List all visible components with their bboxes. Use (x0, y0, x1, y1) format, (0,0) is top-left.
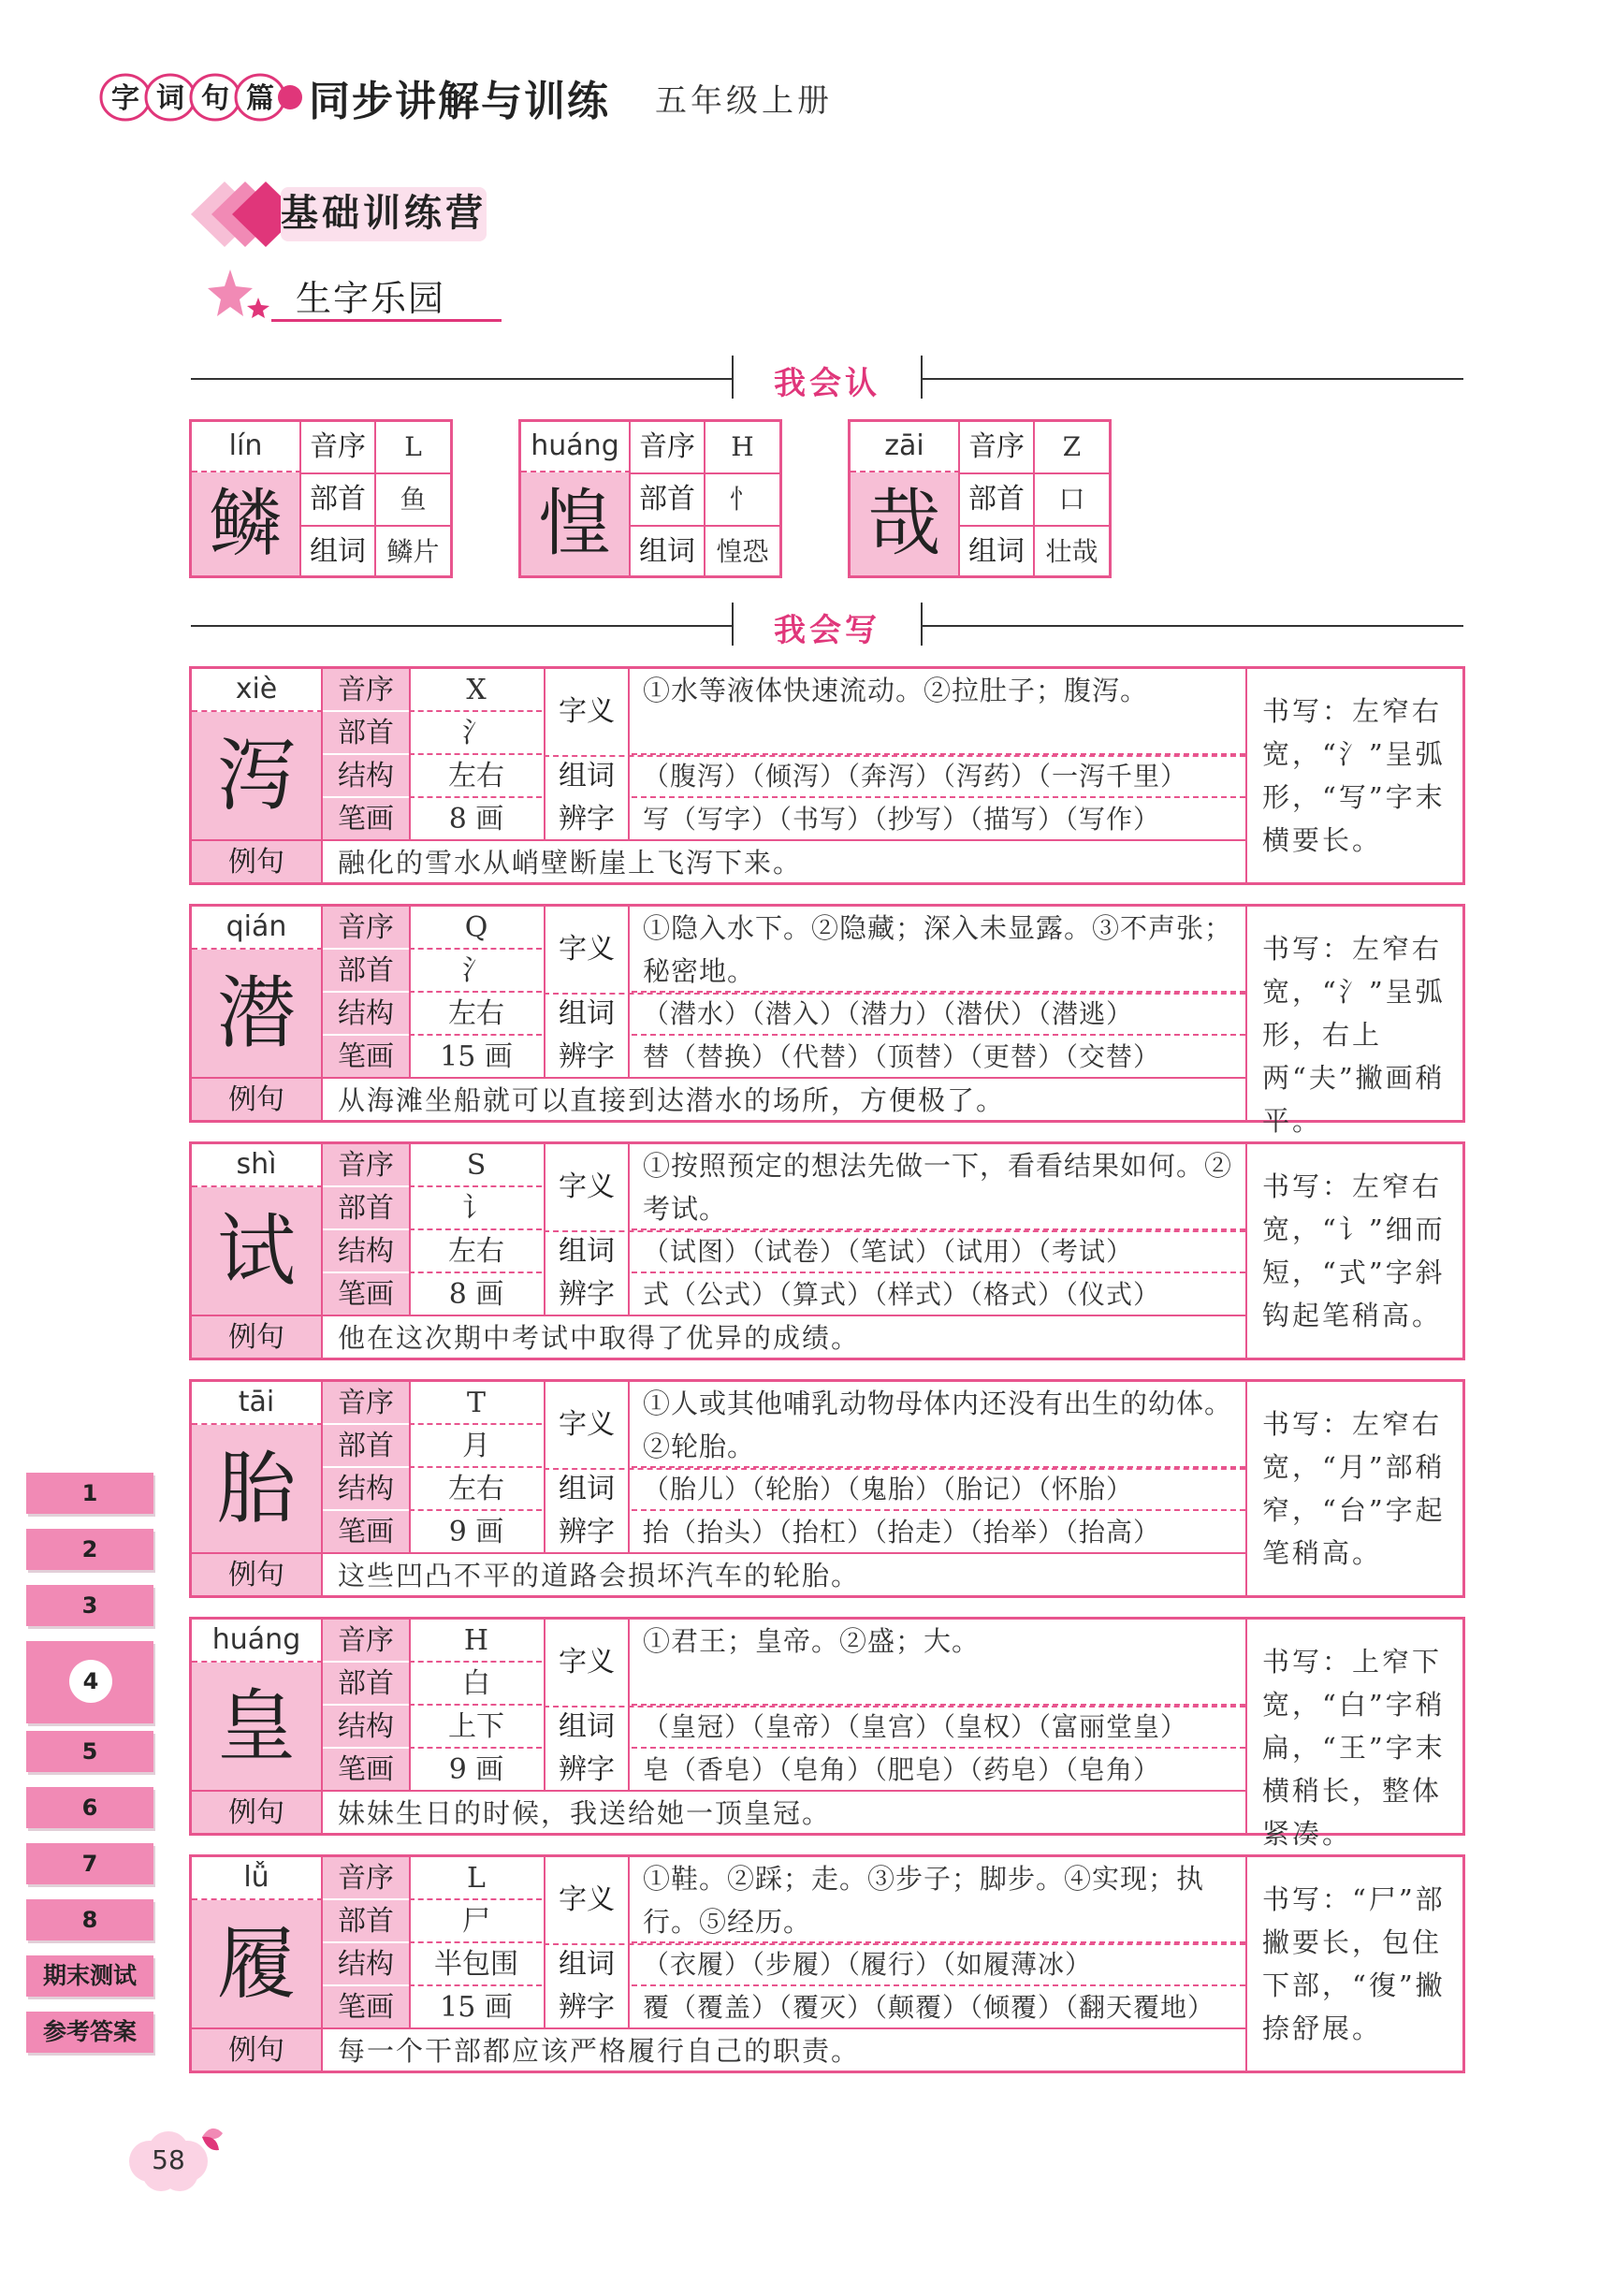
example-sentence: 妹妹生日的时候，我送给她一顶皇冠。 (323, 1790, 1245, 1833)
book-title: 同步讲解与训练 (309, 78, 610, 125)
write-card (189, 1617, 1465, 1850)
chapter-tab-label: 期末测试 (42, 1962, 137, 1989)
value-strokes: 15 画 (409, 1986, 542, 2029)
write-card (189, 1854, 1465, 2073)
writing-note: 书写：左窄右宽，“讠”细而短，“式”字斜钩起笔稍高。 (1245, 1144, 1462, 1358)
label-order: 音序 (323, 1620, 409, 1663)
write-card (189, 1379, 1465, 1598)
distinguish-text: 皂（香皂）（皂角）（肥皂）（药皂）（皂角） (643, 1754, 1161, 1785)
recognize-card (518, 419, 782, 578)
words-text: （胎儿）（轮胎）（鬼胎）（胎记）（怀胎） (632, 1468, 1245, 1511)
value-radical: 讠 (409, 1187, 542, 1230)
label-meaning: 字义 (544, 1144, 630, 1230)
example-sentence: 他在这次期中考试中取得了优异的成绩。 (323, 1315, 1245, 1358)
chapter-tab-label: 5 (81, 1738, 98, 1765)
recognize-heading: 我会认 (774, 365, 880, 402)
value-strokes: 15 画 (409, 1036, 542, 1079)
chapter-tab-label: 6 (81, 1795, 98, 1821)
write-heading: 我会写 (774, 612, 880, 649)
label-order: 音序 (631, 422, 705, 472)
label-example: 例句 (192, 1790, 323, 1833)
label-order: 音序 (323, 907, 409, 950)
example-sentence: 从海滩坐船就可以直接到达潜水的场所，方便极了。 (323, 1077, 1245, 1120)
value-radical: 口 (1058, 484, 1085, 515)
value-word: 惶恐 (716, 536, 769, 567)
example-sentence: 每一个干部都应该严格履行自己的职责。 (323, 2027, 1245, 2071)
value-structure: 左右 (409, 1230, 542, 1273)
label-radical: 部首 (323, 1187, 409, 1230)
write-card (189, 904, 1465, 1137)
label-words: 组词 (544, 1706, 630, 1749)
value-structure: 半包围 (409, 1943, 542, 1986)
label-strokes: 笔画 (323, 1511, 409, 1554)
label-distinguish: 辨字 (544, 798, 630, 841)
recognize-card (189, 419, 453, 578)
label-words: 组词 (544, 993, 630, 1036)
label-order: 音序 (301, 422, 376, 472)
value-structure: 左右 (409, 1468, 542, 1511)
value-order: X (409, 669, 542, 712)
section-banner (191, 174, 509, 254)
chapter-tab[interactable] (26, 1585, 153, 1626)
label-structure: 结构 (323, 1468, 409, 1511)
label-strokes: 笔画 (323, 1273, 409, 1316)
label-order: 音序 (323, 1144, 409, 1187)
writing-note: 书写：左窄右宽，“氵”呈弧形，右上两“夫”撇画稍平。 (1245, 907, 1462, 1120)
chapter-tab-label: 1 (81, 1480, 98, 1506)
label-strokes: 笔画 (323, 798, 409, 841)
character: 鳞 (192, 472, 301, 575)
value-structure: 左右 (409, 993, 542, 1036)
words-text: （皇冠）（皇帝）（皇宫）（皇权）（富丽堂皇） (632, 1706, 1245, 1749)
label-meaning: 字义 (544, 1620, 630, 1706)
pinyin: lǚ (192, 1857, 323, 1900)
chapter-tab[interactable] (26, 1899, 153, 1940)
example-sentence: 融化的雪水从峭壁断崖上飞泻下来。 (323, 839, 1245, 882)
label-words: 组词 (544, 1943, 630, 1986)
value-order: T (409, 1382, 542, 1425)
pinyin: huáng (192, 1620, 323, 1663)
label-strokes: 笔画 (323, 1036, 409, 1079)
label-strokes: 笔画 (323, 1986, 409, 2029)
value-order: Q (409, 907, 542, 950)
pinyin: lín (192, 422, 301, 472)
chapter-tab-label: 3 (81, 1592, 98, 1619)
label-strokes: 笔画 (323, 1749, 409, 1792)
value-radical: 忄 (729, 484, 756, 515)
chapter-tab[interactable] (26, 1787, 153, 1828)
subsection-banner (202, 264, 502, 326)
label-structure: 结构 (323, 1706, 409, 1749)
label-radical: 部首 (323, 1900, 409, 1943)
meaning-text: ①人或其他哺乳动物母体内还没有出生的幼体。②轮胎。 (632, 1382, 1245, 1468)
label-order: 音序 (323, 669, 409, 712)
label-structure: 结构 (323, 1943, 409, 1986)
label-radical: 部首 (323, 950, 409, 993)
value-structure: 上下 (409, 1706, 542, 1749)
logo-char-2: 词 (156, 82, 184, 115)
value-order: H (731, 431, 754, 462)
divider-recognize (191, 350, 1463, 406)
distinguish-text: 替（替换）（代替）（顶替）（更替）（交替） (643, 1041, 1161, 1072)
label-word: 组词 (301, 527, 376, 577)
pinyin: xiè (192, 669, 323, 712)
label-words: 组词 (544, 1230, 630, 1273)
label-word: 组词 (960, 527, 1035, 577)
character: 皇 (192, 1663, 323, 1790)
chapter-tab[interactable] (26, 1843, 153, 1884)
distinguish-text: 写（写字）（书写）（抄写）（描写）（写作） (643, 804, 1161, 835)
label-distinguish: 辨字 (544, 1986, 630, 2029)
label-radical: 部首 (323, 1425, 409, 1468)
label-example: 例句 (192, 1077, 323, 1120)
label-word: 组词 (631, 527, 705, 577)
value-order: H (409, 1620, 542, 1663)
value-word: 鳞片 (386, 536, 440, 567)
value-radical: 白 (409, 1663, 542, 1706)
meaning-text: ①水等液体快速流动。②拉肚子；腹泻。 (632, 669, 1245, 755)
chapter-tab[interactable] (26, 1473, 153, 1514)
label-radical: 部首 (960, 474, 1035, 525)
logo-char-3: 句 (201, 82, 229, 115)
chapter-tab-label: 参考答案 (42, 2018, 137, 2045)
write-card (189, 666, 1465, 885)
label-distinguish: 辨字 (544, 1273, 630, 1316)
value-radical: 氵 (409, 712, 542, 755)
value-order: L (409, 1857, 542, 1900)
pinyin: shì (192, 1144, 323, 1187)
label-meaning: 字义 (544, 907, 630, 993)
label-example: 例句 (192, 839, 323, 882)
label-example: 例句 (192, 2027, 323, 2071)
distinguish-text: 覆（覆盖）（覆灭）（颠覆）（倾覆）（翻天覆地） (643, 1992, 1215, 2023)
value-order: S (409, 1144, 542, 1187)
character: 履 (192, 1900, 323, 2027)
words-text: （腹泻）（倾泻）（奔泻）（泻药）（一泻千里） (632, 755, 1245, 798)
value-strokes: 9 画 (409, 1511, 542, 1554)
distinguish-text: 抬（抬头）（抬杠）（抬走）（抬举）（抬高） (643, 1517, 1161, 1548)
star-icon (202, 264, 286, 326)
label-meaning: 字义 (544, 669, 630, 755)
label-meaning: 字义 (544, 1382, 630, 1468)
value-strokes: 8 画 (409, 1273, 542, 1316)
chapter-tab[interactable] (26, 1731, 153, 1772)
character: 惶 (521, 472, 631, 575)
value-radical: 月 (409, 1425, 542, 1468)
chapter-tab[interactable] (26, 1955, 153, 1997)
label-words: 组词 (544, 755, 630, 798)
writing-note: 书写：左窄右宽，“月”部稍窄，“台”字起笔稍高。 (1245, 1382, 1462, 1595)
label-distinguish: 辨字 (544, 1511, 630, 1554)
pinyin: qián (192, 907, 323, 950)
section-title: 基础训练营 (281, 191, 487, 235)
pinyin: huáng (521, 422, 631, 472)
meaning-text: ①隐入水下。②隐藏；深入未显露。③不声张；秘密地。 (632, 907, 1245, 993)
label-distinguish: 辨字 (544, 1036, 630, 1079)
distinguish-text: 式（公式）（算式）（样式）（格式）（仪式） (643, 1279, 1161, 1310)
label-order: 音序 (323, 1857, 409, 1900)
chapter-tab[interactable] (26, 2012, 153, 2053)
grade-label: 五年级上册 (655, 82, 833, 120)
example-sentence: 这些凹凸不平的道路会损坏汽车的轮胎。 (323, 1552, 1245, 1595)
value-word: 壮哉 (1045, 536, 1098, 567)
label-example: 例句 (192, 1552, 323, 1595)
label-meaning: 字义 (544, 1857, 630, 1943)
recognize-card (848, 419, 1112, 578)
pinyin: tāi (192, 1382, 323, 1425)
label-radical: 部首 (631, 474, 705, 525)
character: 试 (192, 1187, 323, 1315)
value-order: L (404, 431, 422, 462)
page-number-badge (112, 2116, 243, 2191)
chapter-tab-label: 7 (81, 1851, 98, 1877)
meaning-text: ①君王；皇帝。②盛；大。 (632, 1620, 1245, 1706)
words-text: （衣履）（步履）（履行）（如履薄冰） (632, 1943, 1245, 1986)
words-text: （试图）（试卷）（笔试）（试用）（考试） (632, 1230, 1245, 1273)
meaning-text: ①按照预定的想法先做一下，看看结果如何。②考试。 (632, 1144, 1245, 1230)
chapter-tab[interactable] (26, 1641, 153, 1723)
logo-char-4: 篇 (246, 82, 274, 115)
label-radical: 部首 (323, 1663, 409, 1706)
value-radical: 鱼 (400, 484, 427, 515)
meaning-text: ①鞋。②踩；走。③步子；脚步。④实现；执行。⑤经历。 (632, 1857, 1245, 1943)
divider-write (191, 597, 1463, 653)
label-structure: 结构 (323, 755, 409, 798)
value-order: Z (1062, 431, 1082, 462)
value-radical: 氵 (409, 950, 542, 993)
label-structure: 结构 (323, 993, 409, 1036)
chapter-tab[interactable] (26, 1529, 153, 1570)
write-card (189, 1141, 1465, 1360)
page-number: 58 (152, 2144, 185, 2175)
label-order: 音序 (960, 422, 1035, 472)
label-order: 音序 (323, 1382, 409, 1425)
label-radical: 部首 (323, 712, 409, 755)
value-structure: 左右 (409, 755, 542, 798)
value-strokes: 9 画 (409, 1749, 542, 1792)
writing-note: 书写：左窄右宽，“氵”呈弧形，“写”字末横要长。 (1245, 669, 1462, 882)
label-radical: 部首 (301, 474, 376, 525)
value-strokes: 8 画 (409, 798, 542, 841)
character: 泻 (192, 712, 323, 839)
pinyin: zāi (851, 422, 960, 472)
character: 胎 (192, 1425, 323, 1552)
words-text: （潜水）（潜入）（潜力）（潜伏）（潜逃） (632, 993, 1245, 1036)
label-words: 组词 (544, 1468, 630, 1511)
label-example: 例句 (192, 1315, 323, 1358)
chapter-tab-label: 8 (81, 1907, 98, 1933)
label-structure: 结构 (323, 1230, 409, 1273)
series-logo (97, 65, 303, 129)
subsection-title: 生字乐园 (296, 278, 446, 319)
chapter-tab-label: 4 (69, 1660, 112, 1703)
writing-note: 书写：“尸”部撇要长，包住下部，“復”撇捺舒展。 (1245, 1857, 1462, 2071)
character: 潜 (192, 950, 323, 1077)
character: 哉 (851, 472, 960, 575)
label-distinguish: 辨字 (544, 1749, 630, 1792)
logo-char-1: 字 (111, 82, 139, 115)
value-radical: 尸 (409, 1900, 542, 1943)
writing-note: 书写：上窄下宽，“白”字稍扁，“王”字末横稍长，整体紧凑。 (1245, 1620, 1462, 1833)
chapter-tab-label: 2 (81, 1536, 98, 1562)
